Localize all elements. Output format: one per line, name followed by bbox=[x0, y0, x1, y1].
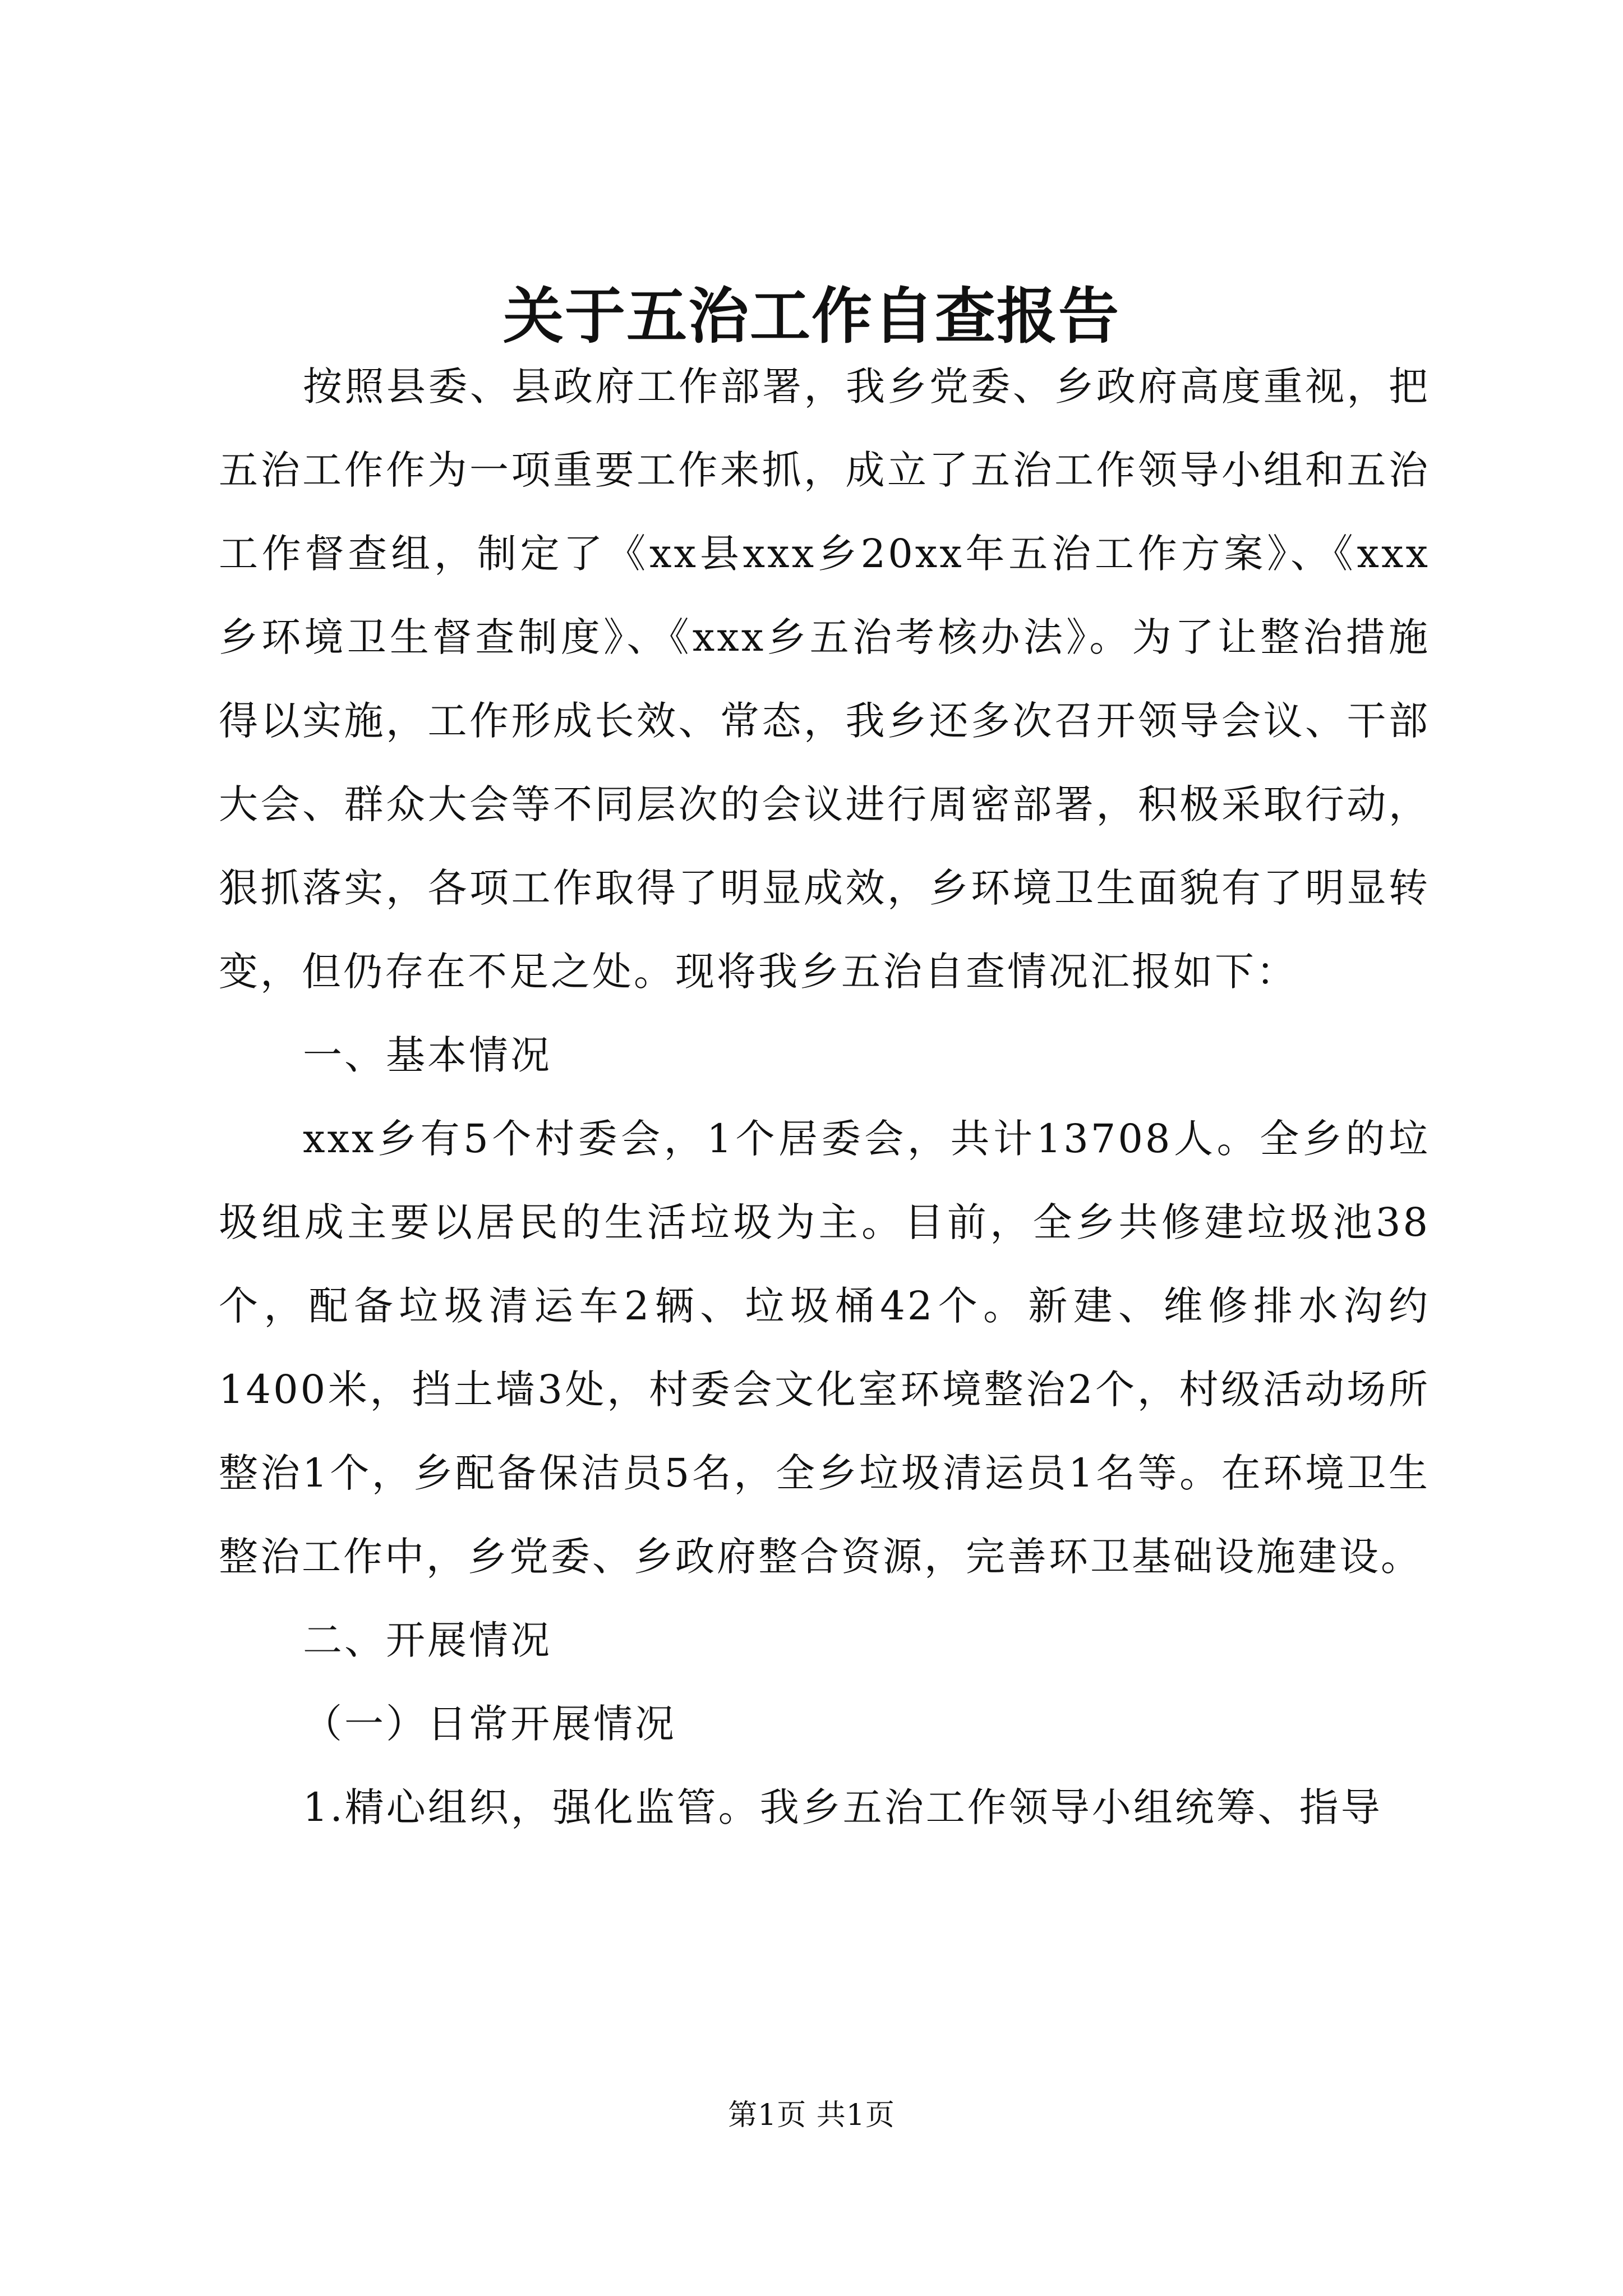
subsection-heading-daily-progress: （一）日常开展情况 bbox=[303, 1701, 676, 1747]
intro-paragraph: 按照县委、县政府工作部署，我乡党委、乡政府高度重视，把五治工作作为一项重要工作来抓，成立了五治工作领导小组和五治工作督查组，制定了《xx县xxx乡20xx年五治工作方案》、《xxx乡环境卫生督查制度》、《xxx乡五治考核办法》。为了让整治措施得以实施，工作形成长效、常态，我乡还多次召开领导会议、干部大会、群众大会等不同层次的会议进行周密部署，积极采取行动，狠抓落实，各项工作取得了明显成效，乡环境卫生面貌有了明显转变，但仍存在不足之处。现将我乡五治自查情况汇报如下： bbox=[219, 364, 1430, 995]
section-heading-progress: 二、开展情况 bbox=[303, 1617, 552, 1663]
document-title: 关于五治工作自查报告 bbox=[502, 281, 1120, 352]
daily-progress-paragraph: 1.精心组织，强化监管。我乡五治工作领导小组统筹、指导 bbox=[303, 1784, 1382, 1830]
section-heading-basic-situation: 一、基本情况 bbox=[303, 1032, 552, 1078]
page-footer: 第1页 共1页 bbox=[728, 2099, 895, 2132]
document-body bbox=[219, 345, 1430, 1849]
basic-situation-paragraph: xxx乡有5个村委会，1个居委会，共计13708人。全乡的垃圾组成主要以居民的生活垃圾为主。目前，全乡共修建垃圾池38个，配备垃圾清运车2辆、垃圾桶42个。新建、维修排水沟约1400米，挡土墙3处，村委会文化室环境整治2个，村级活动场所整治1个，乡配备保洁员5名，全乡垃圾清运员1名等。在环境卫生整治工作中，乡党委、乡政府整合资源，完善环卫基础设施建设。 bbox=[219, 1116, 1430, 1580]
